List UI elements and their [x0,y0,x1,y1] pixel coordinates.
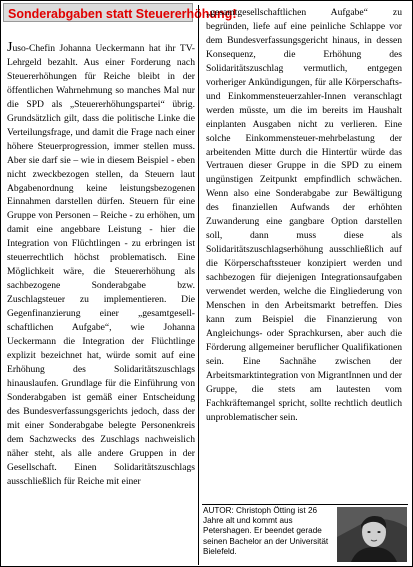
author-portrait-image [337,507,407,562]
drop-cap: J [7,40,13,55]
left-column-text: uso-Chefin Johanna Ueckermann hat ihr TV-Lehrgeld bezahlt. Aus einer Forderung nach Steuererhöhungen für Reiche bleibt in der öffentlichen Wahrnehmung so manches Mal nur die SPD als „Steuererhöhungspartei“ übrig. Grundsätzlich gilt, dass die politische Linke die Verteilungsfrage, und damit die Frage nach einer höhere Steuerprogression, immer stellen muss. Aber sie darf sie – wie in diesem Beispiel - eben nicht zweckbezogen stellen, da Steuern laut Abgabenordnung keine leistungsbezogenen Einnahmen darstellen dürfen. Steuern für eine Gruppe von Personen – Reiche - zu erhöhen, um damit eine angebbare Leistung - hier die Integration von Flüchtlingen - zu erbringen ist steuerrechtlich höchst problematisch. Eine Möglichkeit wäre, die Steuererhöhung als sachbezogene Sonderabgabe bzw. Zuschlagsteuer zu implementieren. Die Gegenfinanzierung einer „gesamtgesell-schaftlichen Aufgabe“, wie Johanna Ueckermann die Integration der Flüchtlinge explizit bezeichnet hat, würde somit auf eine Erhöhung des Solidaritätszuschlags hinauslaufen. Grundlage für die Einführung von Sonderabgaben ist gemäß einer Entscheidung des Bundesverfassungsgerichts jedoch, dass der mit einer Sonderabgabe belegte Personenkreis dem Sachzwecks des Zuschlags nachweislich näher steht, als alle andere Gruppen in der Gesellschaft. Einen Solidaritätszuschlags ausschließlich für Reiche mit einer [7,43,195,487]
article-column-right [206,6,402,425]
author-photo [337,507,407,562]
headline-banner [3,3,237,22]
article-column-left [7,41,195,489]
left-column-paragraph [7,41,195,489]
article-headline: Sonderabgaben statt Steuererhöhung! [8,7,237,21]
author-bio: AUTOR: Christoph Ötting ist 26 Jahre alt und kommt aus Petershagen. Er beendet gerade seinen Bachelor an der Universität Bielefeld. [203,506,329,556]
right-column-text: „gesamtgesellschaftlichen Aufgabe“ zu begründen, liefe auf eine peinliche Schlappe vor dem Bundesverfassungsgericht hinaus, in dessen Konsequenz, die Erhöhung des Solidaritätszuschlag vermutlich, entgegen vorheriger Ankündigungen, für alle Körperschafts- und Einkommensteuerzahler-Innen veranschlagt werden müsste, um die im bereits im Haushalt einplanten Ausgaben nicht zu verlieren. Eine solche Einkommensteuer-mehrbelastung der arbeitenden Mitte durch die Hintertür würde das Vertrauen dieser Gruppe in die SPD zu einem ungünstigen Zeitpunkt empfindlich schwächen. Wenn also eine Sonderabgabe zur Bewältigung des finanziellen Aufwands der erhöhten Zuwanderung eine gangbare Option darstellen soll, dann muss diese als Solidaritätszuschlagserhöhung ausschließlich auf die Körperschaftssteuer konzipiert werden und sachbezogen für diejenigen Integrationsaufgaben verwendet werden, welche die Eingliederung von Menschen in den Arbeitsmarkt betreffen. Dies kann zum Beispiel die Finanzierung von Angleichungs- oder Sprachkursen, aber auch die Förderung allgemeiner beruflicher Qualifikationen sein. Eine Sachnähe zwischen der Arbeitsmarktintegration von MigrantInnen und der Gruppe, die stets am lautesten vom Fachkräftemangel spricht, sollte rechtlich deutlich unproblematischer sein. [206,7,402,423]
column-divider [198,5,199,565]
author-box-rule [202,504,408,505]
